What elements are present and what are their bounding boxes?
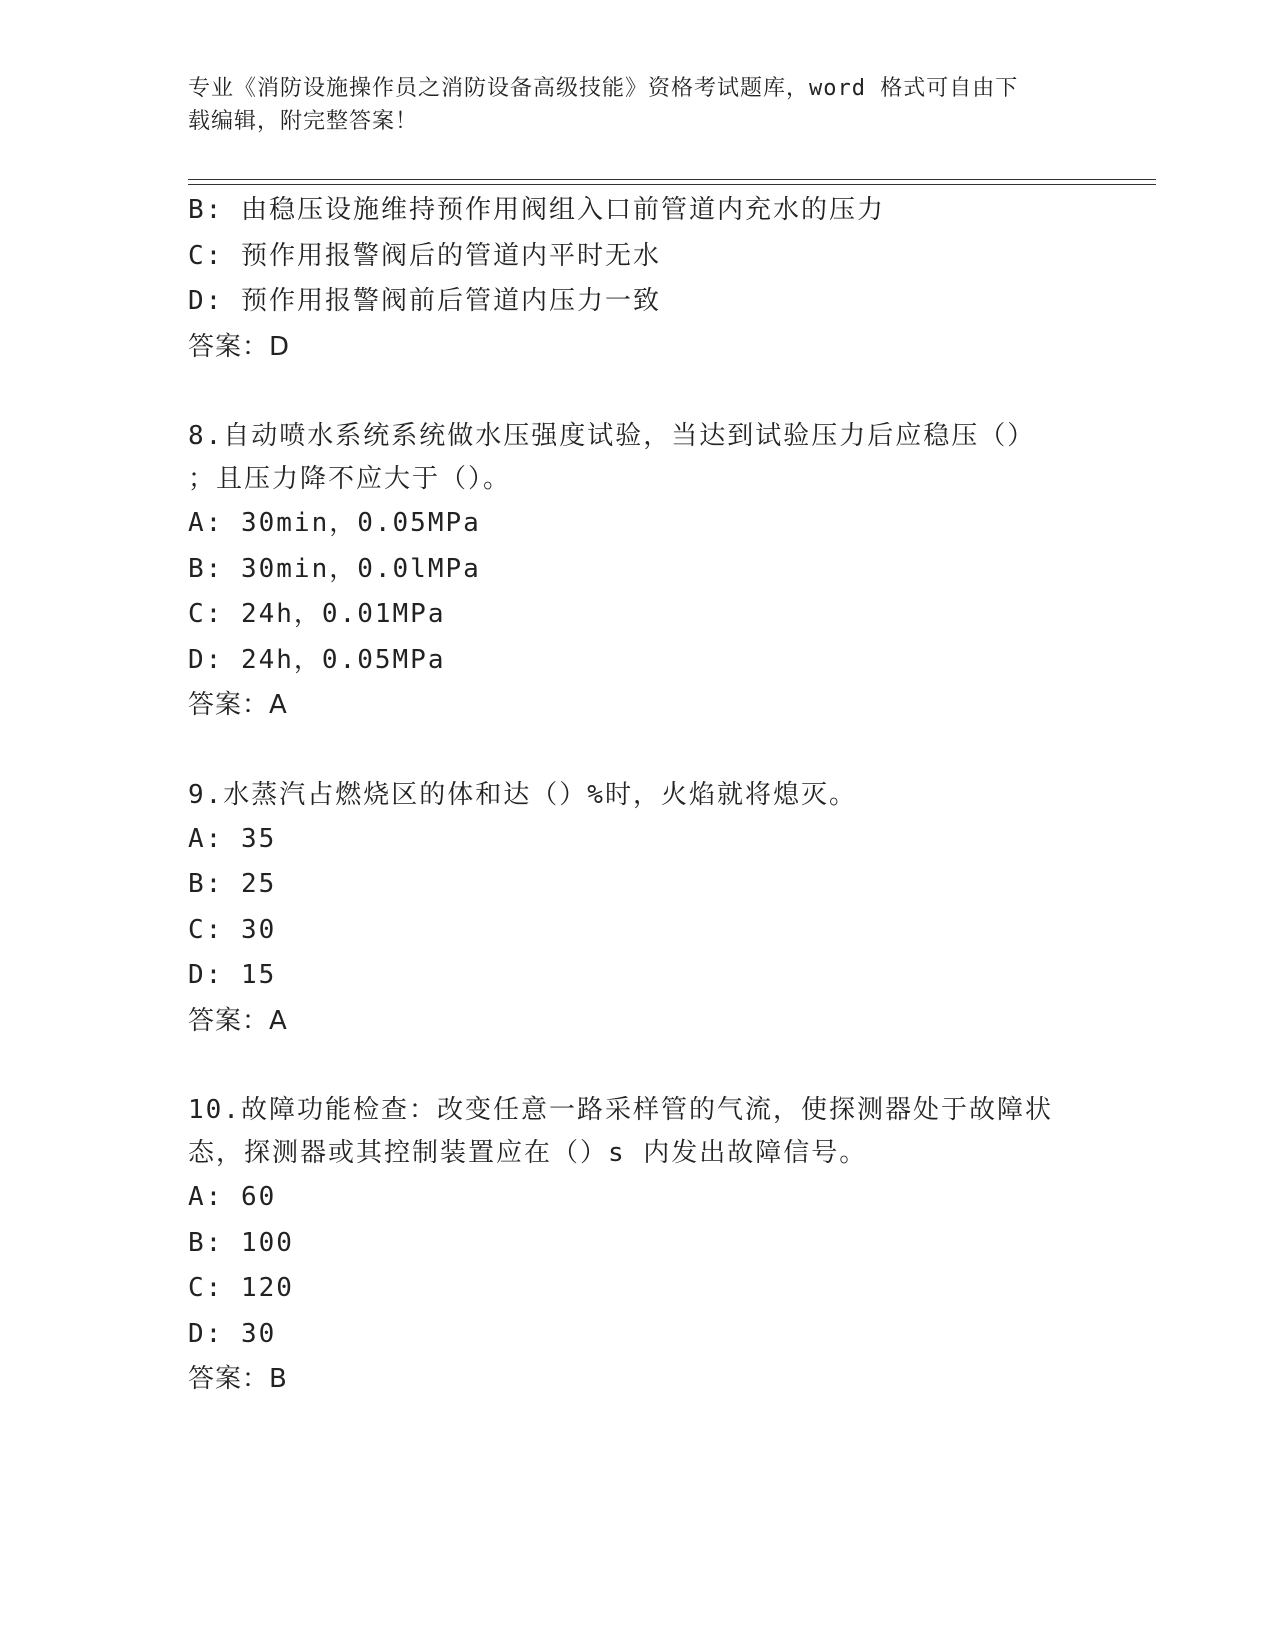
question-stem-line-1: 8.自动喷水系统系统做水压强度试验，当达到试验压力后应稳压（）	[188, 421, 1036, 451]
question-gap	[188, 729, 1088, 774]
question-stem-line-2: ；且压力降不应大于（）。	[188, 464, 512, 494]
document-header	[188, 72, 1068, 138]
option-a: A: 35	[188, 823, 277, 854]
option-c: C: 预作用报警阀后的管道内平时无水	[188, 240, 661, 271]
header-line-2: 载编辑，附完整答案！	[188, 109, 419, 134]
option-a: A: 60	[188, 1182, 277, 1212]
option-d: D: 预作用报警阀前后管道内压力一致	[188, 286, 661, 316]
option-c: C: 24h，0.01MPa	[188, 599, 446, 629]
option-b: B: 由稳压设施维持预作用阀组入口前管道内充水的压力	[188, 195, 885, 225]
answer-line: 答案：A	[188, 1005, 288, 1036]
question-7-tail	[188, 188, 1088, 370]
question-10	[188, 1089, 1088, 1403]
option-d: D: 15	[188, 960, 277, 990]
question-list	[188, 188, 1088, 1403]
answer-line: 答案：A	[188, 690, 288, 720]
option-d: D: 30	[188, 1318, 277, 1349]
option-b: B: 100	[188, 1227, 294, 1258]
question-stem-line-1: 10.故障功能检查：改变任意一路采样管的气流，使探测器处于故障状	[188, 1095, 1053, 1125]
header-divider-top	[188, 179, 1156, 180]
option-b: B: 30min，0.0lMPa	[188, 553, 481, 584]
answer-line: 答案：D	[188, 331, 291, 362]
header-line-1: 专业《消防设施操作员之消防设备高级技能》资格考试题库，word 格式可自由下	[188, 76, 1019, 101]
option-a: A: 30min，0.05MPa	[188, 508, 481, 538]
answer-line: 答案：B	[188, 1364, 288, 1394]
question-8	[188, 415, 1088, 729]
header-divider-bottom	[188, 184, 1156, 185]
question-gap	[188, 370, 1088, 415]
question-stem-line-1: 9.水蒸汽占燃烧区的体和达（）%时，火焰就将熄灭。	[188, 779, 857, 810]
option-b: B: 25	[188, 869, 277, 899]
question-gap	[188, 1044, 1088, 1089]
option-d: D: 24h，0.05MPa	[188, 644, 446, 675]
option-c: C: 120	[188, 1273, 294, 1303]
option-c: C: 30	[188, 914, 277, 945]
question-stem-line-2: 态，探测器或其控制装置应在（）s 内发出故障信号。	[188, 1138, 868, 1168]
question-9	[188, 774, 1088, 1045]
